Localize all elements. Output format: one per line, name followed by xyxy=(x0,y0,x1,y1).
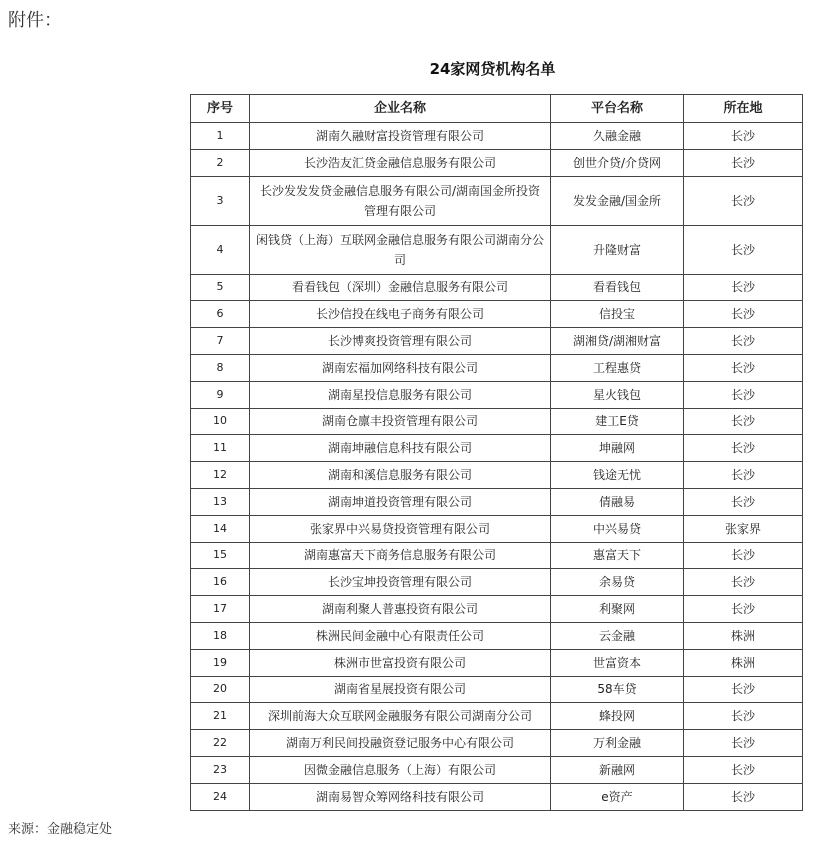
institution-table xyxy=(190,94,803,811)
platform-cell: 星火钱包 xyxy=(551,381,684,408)
serial-cell: 2 xyxy=(191,149,250,176)
serial-cell: 19 xyxy=(191,649,250,676)
location-cell: 长沙 xyxy=(684,462,803,489)
company-cell: 闲钱贷（上海）互联网金融信息服务有限公司湖南分公司 xyxy=(250,225,551,274)
location-cell: 长沙 xyxy=(684,354,803,381)
location-cell: 长沙 xyxy=(684,408,803,435)
location-cell: 长沙 xyxy=(684,783,803,810)
table-row xyxy=(191,730,803,757)
location-cell: 长沙 xyxy=(684,676,803,703)
platform-cell: 发发金融/国金所 xyxy=(551,176,684,225)
company-cell: 湖南惠富天下商务信息服务有限公司 xyxy=(250,542,551,569)
table-row xyxy=(191,649,803,676)
company-cell: 长沙浩友汇贷金融信息服务有限公司 xyxy=(250,149,551,176)
location-cell: 长沙 xyxy=(684,149,803,176)
header-platform: 平台名称 xyxy=(551,95,684,123)
table-row xyxy=(191,703,803,730)
location-cell: 张家界 xyxy=(684,515,803,542)
table-row xyxy=(191,176,803,225)
company-cell: 因微金融信息服务（上海）有限公司 xyxy=(250,756,551,783)
serial-cell: 23 xyxy=(191,756,250,783)
company-cell: 湖南仓廪丰投资管理有限公司 xyxy=(250,408,551,435)
serial-cell: 16 xyxy=(191,569,250,596)
table-header-row xyxy=(191,95,803,123)
location-cell: 长沙 xyxy=(684,569,803,596)
table-row xyxy=(191,756,803,783)
company-cell: 长沙发发发贷金融信息服务有限公司/湖南国金所投资管理有限公司 xyxy=(250,176,551,225)
serial-cell: 5 xyxy=(191,274,250,301)
platform-cell: 看看钱包 xyxy=(551,274,684,301)
serial-cell: 8 xyxy=(191,354,250,381)
serial-cell: 13 xyxy=(191,488,250,515)
header-company: 企业名称 xyxy=(250,95,551,123)
location-cell: 长沙 xyxy=(684,123,803,150)
table-row xyxy=(191,123,803,150)
location-cell: 长沙 xyxy=(684,328,803,355)
serial-cell: 12 xyxy=(191,462,250,489)
table-row xyxy=(191,435,803,462)
company-cell: 湖南久融财富投资管理有限公司 xyxy=(250,123,551,150)
platform-cell: 云金融 xyxy=(551,622,684,649)
serial-cell: 21 xyxy=(191,703,250,730)
table-row xyxy=(191,328,803,355)
table-row xyxy=(191,225,803,274)
platform-cell: e资产 xyxy=(551,783,684,810)
table-row xyxy=(191,783,803,810)
serial-cell: 18 xyxy=(191,622,250,649)
platform-cell: 久融金融 xyxy=(551,123,684,150)
company-cell: 深圳前海大众互联网金融服务有限公司湖南分公司 xyxy=(250,703,551,730)
serial-cell: 20 xyxy=(191,676,250,703)
platform-cell: 信投宝 xyxy=(551,301,684,328)
serial-cell: 3 xyxy=(191,176,250,225)
company-cell: 张家界中兴易贷投资管理有限公司 xyxy=(250,515,551,542)
platform-cell: 万利金融 xyxy=(551,730,684,757)
platform-cell: 倩融易 xyxy=(551,488,684,515)
platform-cell: 中兴易贷 xyxy=(551,515,684,542)
platform-cell: 湖湘贷/湖湘财富 xyxy=(551,328,684,355)
company-cell: 湖南利聚人普惠投资有限公司 xyxy=(250,596,551,623)
table-row xyxy=(191,408,803,435)
company-cell: 看看钱包（深圳）金融信息服务有限公司 xyxy=(250,274,551,301)
attachment-label: 附件： xyxy=(8,10,62,31)
company-cell: 株洲民间金融中心有限责任公司 xyxy=(250,622,551,649)
source-note: 来源：金融稳定处 xyxy=(8,822,113,837)
location-cell: 长沙 xyxy=(684,756,803,783)
serial-cell: 22 xyxy=(191,730,250,757)
location-cell: 长沙 xyxy=(684,301,803,328)
platform-cell: 惠富天下 xyxy=(551,542,684,569)
platform-cell: 58车贷 xyxy=(551,676,684,703)
table-row xyxy=(191,569,803,596)
platform-cell: 升隆财富 xyxy=(551,225,684,274)
platform-cell: 余易贷 xyxy=(551,569,684,596)
table-row xyxy=(191,596,803,623)
platform-cell: 利聚网 xyxy=(551,596,684,623)
location-cell: 长沙 xyxy=(684,488,803,515)
header-location: 所在地 xyxy=(684,95,803,123)
location-cell: 长沙 xyxy=(684,176,803,225)
document-title: 24家网贷机构名单 xyxy=(429,60,556,78)
company-cell: 湖南坤道投资管理有限公司 xyxy=(250,488,551,515)
table-row xyxy=(191,622,803,649)
table-row xyxy=(191,301,803,328)
location-cell: 长沙 xyxy=(684,703,803,730)
table-row xyxy=(191,488,803,515)
company-cell: 长沙宝坤投资管理有限公司 xyxy=(250,569,551,596)
table-body xyxy=(191,123,803,811)
company-cell: 湖南星投信息服务有限公司 xyxy=(250,381,551,408)
platform-cell: 坤融网 xyxy=(551,435,684,462)
location-cell: 长沙 xyxy=(684,225,803,274)
location-cell: 长沙 xyxy=(684,730,803,757)
serial-cell: 14 xyxy=(191,515,250,542)
header-serial: 序号 xyxy=(191,95,250,123)
platform-cell: 蜂投网 xyxy=(551,703,684,730)
serial-cell: 1 xyxy=(191,123,250,150)
serial-cell: 10 xyxy=(191,408,250,435)
table-row xyxy=(191,274,803,301)
company-cell: 湖南省星展投资有限公司 xyxy=(250,676,551,703)
platform-cell: 新融网 xyxy=(551,756,684,783)
location-cell: 株洲 xyxy=(684,649,803,676)
company-cell: 湖南易智众筹网络科技有限公司 xyxy=(250,783,551,810)
serial-cell: 11 xyxy=(191,435,250,462)
platform-cell: 工程惠贷 xyxy=(551,354,684,381)
platform-cell: 建工E贷 xyxy=(551,408,684,435)
company-cell: 株洲市世富投资有限公司 xyxy=(250,649,551,676)
platform-cell: 钱途无忧 xyxy=(551,462,684,489)
location-cell: 长沙 xyxy=(684,274,803,301)
serial-cell: 6 xyxy=(191,301,250,328)
table-row xyxy=(191,542,803,569)
table-row xyxy=(191,462,803,489)
serial-cell: 9 xyxy=(191,381,250,408)
table-row xyxy=(191,676,803,703)
location-cell: 长沙 xyxy=(684,381,803,408)
platform-cell: 世富资本 xyxy=(551,649,684,676)
company-cell: 湖南和溪信息服务有限公司 xyxy=(250,462,551,489)
serial-cell: 4 xyxy=(191,225,250,274)
company-cell: 湖南万利民间投融资登记服务中心有限公司 xyxy=(250,730,551,757)
location-cell: 长沙 xyxy=(684,596,803,623)
table-row xyxy=(191,354,803,381)
location-cell: 长沙 xyxy=(684,435,803,462)
company-cell: 长沙信投在线电子商务有限公司 xyxy=(250,301,551,328)
table-row xyxy=(191,381,803,408)
serial-cell: 7 xyxy=(191,328,250,355)
company-cell: 湖南宏福加网络科技有限公司 xyxy=(250,354,551,381)
company-cell: 长沙博爽投资管理有限公司 xyxy=(250,328,551,355)
serial-cell: 24 xyxy=(191,783,250,810)
location-cell: 株洲 xyxy=(684,622,803,649)
serial-cell: 17 xyxy=(191,596,250,623)
table-row xyxy=(191,149,803,176)
location-cell: 长沙 xyxy=(684,542,803,569)
table-row xyxy=(191,515,803,542)
serial-cell: 15 xyxy=(191,542,250,569)
platform-cell: 创世介贷/介贷网 xyxy=(551,149,684,176)
company-cell: 湖南坤融信息科技有限公司 xyxy=(250,435,551,462)
